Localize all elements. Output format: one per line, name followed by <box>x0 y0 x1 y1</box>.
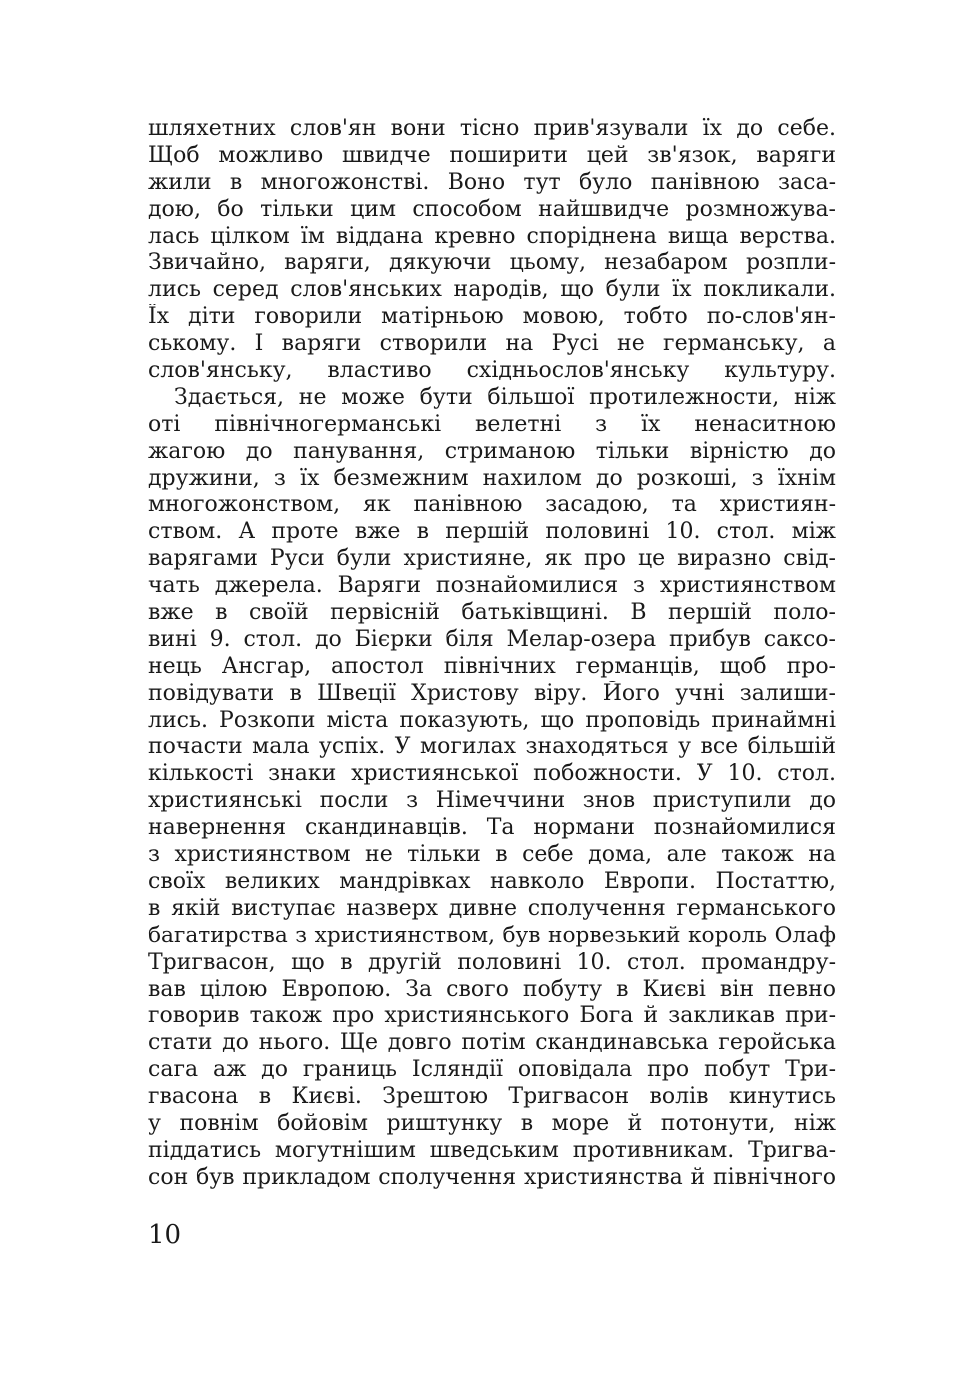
text-line: чать джерела. Варяги познайомилися з християнством <box>148 573 836 599</box>
text-line: многожонством, як панівною засадою, та християн- <box>148 492 836 518</box>
text-line: сон був прикладом сполучення християнства й північного <box>148 1164 836 1190</box>
text-line: жагою до панування, стриманою тільки вірністю до <box>148 438 836 464</box>
text-line: Звичайно, варяги, дякуючи цьому, незабаром розпли- <box>148 250 836 276</box>
text-line: стати до нього. Ще довго потім скандинавська геройська <box>148 1030 836 1056</box>
text-line: оті північногерманські велетні з їх ненаситною <box>148 411 836 437</box>
text-line: Здається, не може бути більшої протилежности, ніж <box>174 384 836 410</box>
text-line: нець Ансгар, апостол північних германців, щоб про- <box>148 653 836 679</box>
text-line: лись. Розкопи міста показують, що проповідь принаймні <box>148 707 836 733</box>
text-line: ському. І варяги створили на Русі не германську, а <box>148 331 836 357</box>
text-line: почасти мала успіх. У могилах знаходяться у все більшій <box>148 734 836 760</box>
text-line: навернення скандинавців. Та нормани познайомилися <box>148 815 836 841</box>
text-line: дою, бо тільки цим способом найшвидче розмножува- <box>148 196 836 222</box>
text-line: християнські посли з Німеччини знов приступили до <box>148 788 836 814</box>
text-line: сага аж до границь Ісляндії оповідала про побут Три- <box>148 1057 836 1083</box>
text-line: дружини, з їх безмежним нахилом до розкоші, з їхнім <box>148 465 836 491</box>
page-number: 10 <box>148 1220 182 1250</box>
paragraph-2 <box>148 385 836 1192</box>
text-line: Щоб можливо швидче поширити цей зв'язок, варяги <box>148 142 836 168</box>
text-line: вині 9. стол. до Бієрки біля Мелар-озера прибув саксо- <box>148 626 836 652</box>
text-line: вав цілою Европою. За свого побуту в Києві він певно <box>148 976 836 1002</box>
text-line: слов'янську, властиво східньослов'янську культуру. <box>148 358 836 384</box>
paragraph-1 <box>148 116 836 385</box>
text-line: гвасона в Києві. Зрештою Тригвасон волів кинутись <box>148 1084 836 1110</box>
text-line: ством. А проте вже в першій половині 10. стол. між <box>148 519 836 545</box>
text-line: багатирства з християнством, був норвезький король Олаф <box>148 922 836 948</box>
text-line: своїх великих мандрівках навколо Европи. Постаттю, <box>148 868 836 894</box>
text-line: в якій виступає назверх дивне сполучення германського <box>148 895 836 921</box>
text-line: лись серед слов'янських народів, що були їх покликали. <box>148 277 836 303</box>
text-line: жили в многожонстві. Воно тут було панівною заса- <box>148 169 836 195</box>
text-line: шляхетних слов'ян вони тісно прив'язували їх до себе. <box>148 116 836 141</box>
body-text <box>148 116 836 1192</box>
text-line: лась цілком їм віддана кревно споріднена вища верства. <box>148 223 836 249</box>
text-line: вже в своїй первісній батьківщині. В першій поло- <box>148 600 836 626</box>
text-line: варягами Руси були християне, як про це виразно свід- <box>148 546 836 572</box>
text-line: піддатись могутнішим шведським противникам. Тригва- <box>148 1137 836 1163</box>
text-line: з християнством не тільки в себе дома, але також на <box>148 842 836 868</box>
text-line: повідувати в Швеції Христову віру. Його учні залиши- <box>148 680 836 706</box>
text-line: кількості знаки християнської побожности. У 10. стол. <box>148 761 836 787</box>
text-line: Їх діти говорили матірньою мовою, тобто по-слов'ян- <box>148 304 836 330</box>
text-line: Тригвасон, що в другій половині 10. стол. промандру- <box>148 949 836 975</box>
text-line: говорив також про християнського Бога й закликав при- <box>148 1003 836 1029</box>
text-line: у повнім бойовім риштунку в море й потонути, ніж <box>148 1110 836 1136</box>
